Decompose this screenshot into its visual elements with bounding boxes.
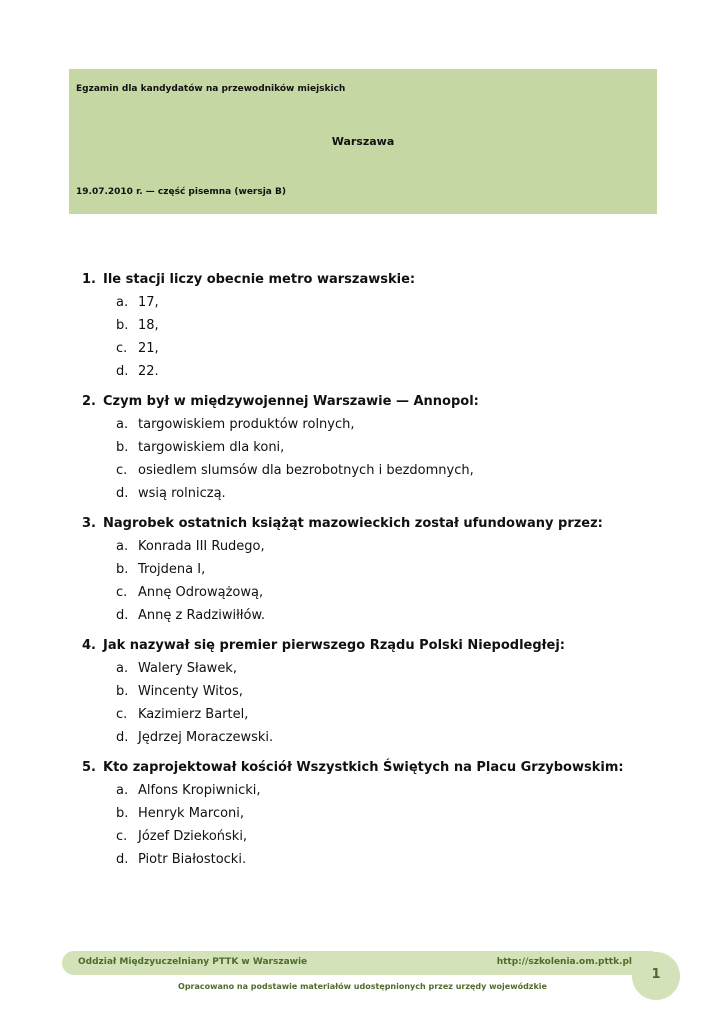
- option-letter: a.: [116, 661, 129, 676]
- question-4: [82, 634, 682, 749]
- question-2: [82, 390, 682, 505]
- footer-bar: [62, 951, 662, 975]
- exam-title: Egzamin dla kandydatów na przewodników miejskich: [76, 84, 346, 94]
- option-text: Konrada III Rudego,: [138, 539, 265, 554]
- answer-option: [82, 314, 682, 337]
- option-letter: d.: [116, 730, 129, 745]
- option-letter: a.: [116, 295, 129, 310]
- answer-option: [82, 291, 682, 314]
- answer-option: [82, 413, 682, 436]
- option-letter: b.: [116, 318, 129, 333]
- option-text: Walery Sławek,: [138, 661, 237, 676]
- option-letter: a.: [116, 417, 129, 432]
- option-text: Piotr Białostocki.: [138, 852, 247, 867]
- date-line: 19.07.2010 r. — część pisemna (wersja B): [76, 187, 286, 197]
- option-text: Trojdena I,: [138, 562, 206, 577]
- option-letter: d.: [116, 486, 129, 501]
- option-letter: b.: [116, 806, 129, 821]
- question-number: 5.: [82, 760, 96, 775]
- option-text: targowiskiem produktów rolnych,: [138, 417, 355, 432]
- option-letter: d.: [116, 364, 129, 379]
- question-text: Ile stacji liczy obecnie metro warszawskie:: [103, 272, 416, 287]
- answer-option: [82, 482, 682, 505]
- option-letter: b.: [116, 684, 129, 699]
- option-text: Kazimierz Bartel,: [138, 707, 249, 722]
- answer-option: [82, 581, 682, 604]
- question-number: 3.: [82, 516, 96, 531]
- option-text: osiedlem slumsów dla bezrobotnych i bezdomnych,: [138, 463, 474, 478]
- answer-option: [82, 825, 682, 848]
- answer-option: [82, 848, 682, 871]
- question-number: 1.: [82, 272, 96, 287]
- answer-option: [82, 436, 682, 459]
- question-1: [82, 268, 682, 383]
- city-title: Warszawa: [331, 135, 395, 148]
- option-letter: d.: [116, 608, 129, 623]
- answer-option: [82, 337, 682, 360]
- option-text: 22.: [138, 364, 159, 379]
- option-letter: c.: [116, 829, 128, 844]
- question-text: Nagrobek ostatnich książąt mazowieckich został ufundowany przez:: [103, 516, 603, 531]
- option-letter: b.: [116, 562, 129, 577]
- option-text: Józef Dziekoński,: [138, 829, 248, 844]
- option-text: wsią rolniczą.: [138, 486, 226, 501]
- answer-option: [82, 360, 682, 383]
- question-list: [82, 268, 682, 878]
- header-box: [69, 69, 657, 214]
- question-5: [82, 756, 682, 871]
- option-text: Annę Odrowążową,: [138, 585, 264, 600]
- answer-option: [82, 703, 682, 726]
- option-letter: a.: [116, 539, 129, 554]
- option-text: Wincenty Witos,: [138, 684, 243, 699]
- option-text: Jędrzej Moraczewski.: [138, 730, 274, 745]
- option-letter: d.: [116, 852, 129, 867]
- footer-note: Opracowano na podstawie materiałów udostępnionych przez urzędy wojewódzkie: [178, 982, 547, 991]
- footer-organization: Oddział Międzyuczelniany PTTK w Warszawie: [78, 957, 308, 967]
- option-text: 21,: [138, 341, 159, 356]
- option-text: targowiskiem dla koni,: [138, 440, 285, 455]
- answer-option: [82, 558, 682, 581]
- answer-option: [82, 802, 682, 825]
- option-letter: b.: [116, 440, 129, 455]
- option-text: 18,: [138, 318, 159, 333]
- question-number: 4.: [82, 638, 96, 653]
- question-text: Czym był w międzywojennej Warszawie — Annopol:: [103, 394, 479, 409]
- option-letter: c.: [116, 585, 128, 600]
- option-letter: a.: [116, 783, 129, 798]
- answer-option: [82, 604, 682, 627]
- option-text: Annę z Radziwiłłów.: [138, 608, 266, 623]
- answer-option: [82, 779, 682, 802]
- page-number: 1: [651, 967, 661, 982]
- answer-option: [82, 535, 682, 558]
- option-text: Alfons Kropiwnicki,: [138, 783, 261, 798]
- answer-option: [82, 657, 682, 680]
- option-text: Henryk Marconi,: [138, 806, 245, 821]
- answer-option: [82, 726, 682, 749]
- question-3: [82, 512, 682, 627]
- question-text: Jak nazywał się premier pierwszego Rządu Polski Niepodległej:: [103, 638, 565, 653]
- option-text: 17,: [138, 295, 159, 310]
- question-text: Kto zaprojektował kościół Wszystkich Świętych na Placu Grzybowskim:: [103, 760, 624, 775]
- answer-option: [82, 680, 682, 703]
- question-number: 2.: [82, 394, 96, 409]
- answer-option: [82, 459, 682, 482]
- page-number-badge: [632, 952, 680, 1000]
- option-letter: c.: [116, 463, 128, 478]
- option-letter: c.: [116, 707, 128, 722]
- option-letter: c.: [116, 341, 128, 356]
- footer-url-link[interactable]: http://szkolenia.om.pttk.pl: [496, 957, 632, 967]
